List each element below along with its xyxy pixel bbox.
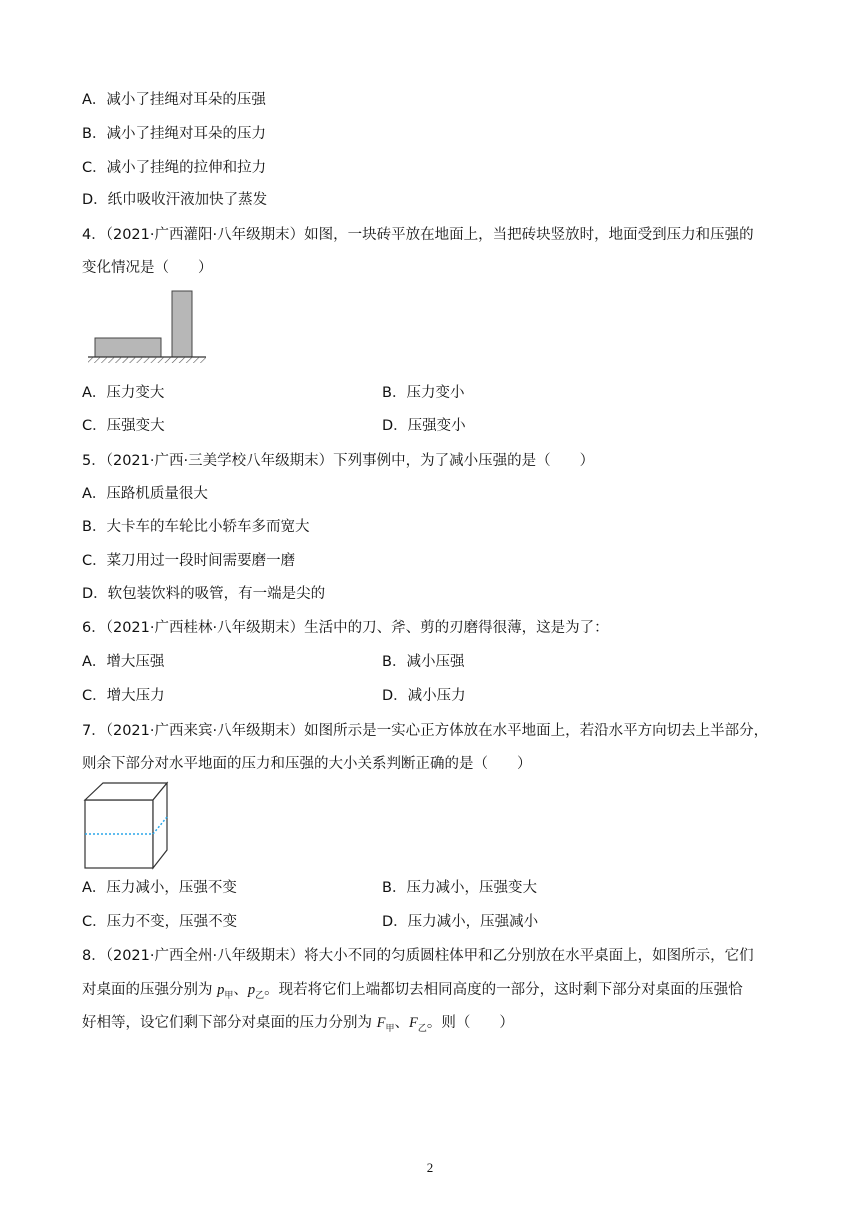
- q3-option-a: A．减小了挂绳对耳朵的压强: [82, 92, 266, 108]
- q5-option-d: D．软包装饮料的吸管，有一端是尖的: [82, 586, 326, 602]
- q4-brick-figure: [86, 286, 210, 366]
- q7-option-c: C．压力不变，压强不变: [82, 914, 238, 930]
- upright-brick: [172, 291, 192, 357]
- q8-line3-text-a: 好相等，设它们剩下部分对桌面的压力分别为: [82, 1015, 372, 1031]
- force-subscript-yi: 乙: [417, 1023, 427, 1034]
- q6-option-d: D．减小压力: [382, 688, 466, 704]
- q8-stem-line1: 8．（2021·广西全州·八年级期末）将大小不同的匀质圆柱体甲和乙分别放在水平桌面上，如图所示，它们: [82, 948, 754, 964]
- q5-option-c: C．菜刀用过一段时间需要磨一磨: [82, 553, 296, 569]
- page-number: 2: [426, 1160, 434, 1175]
- q5-stem: 5．（2021·广西·三美学校八年级期末）下列事例中，为了减小压强的是（ ）: [82, 453, 595, 469]
- q4-stem-line2: 变化情况是（ ）: [82, 260, 213, 276]
- q3-option-d: D．纸巾吸收汗液加快了蒸发: [82, 192, 268, 208]
- subscript-yi: 乙: [255, 990, 265, 1001]
- q4-option-d: D．压强变小: [382, 418, 466, 434]
- q6-stem: 6．（2021·广西桂林·八年级期末）生活中的刀、斧、剪的刃磨得很薄，这是为了：: [82, 620, 609, 636]
- q8-stem-line2: [82, 980, 743, 1006]
- force-symbol-yi: F: [408, 1015, 418, 1031]
- q7-option-a: A．压力减小，压强不变: [82, 880, 237, 896]
- q8-line2-text-a: 对桌面的压强分别为: [82, 982, 213, 998]
- q7-stem-line2: 则余下部分对水平地面的压力和压强的大小关系判断正确的是（ ）: [82, 756, 532, 772]
- q8-separator: 、: [233, 982, 248, 998]
- q4-option-b: B．压力变小: [382, 385, 465, 401]
- q8-stem-line3: [82, 1013, 514, 1039]
- q6-option-a: A．增大压强: [82, 654, 165, 670]
- q5-option-a: A．压路机质量很大: [82, 486, 208, 502]
- q7-option-d: D．压力减小，压强减小: [382, 914, 539, 930]
- q6-option-b: B．减小压强: [382, 654, 465, 670]
- force-subscript-jia: 甲: [385, 1023, 395, 1034]
- q3-option-c: C．减小了挂绳的拉伸和拉力: [82, 160, 267, 176]
- ground-hatch: [88, 357, 206, 363]
- q8-separator-2: 、: [394, 1015, 409, 1031]
- q5-option-b: B．大卡车的车轮比小轿车多而宽大: [82, 519, 310, 535]
- q8-line3-text-b: 。则（ ）: [426, 1015, 514, 1031]
- q7-cube-figure: [82, 780, 172, 872]
- q6-option-c: C．增大压力: [82, 688, 165, 704]
- q4-option-a: A．压力变大: [82, 385, 165, 401]
- q4-stem-line1: 4．（2021·广西灌阳·八年级期末）如图，一块砖平放在地面上，当把砖块竖放时，地面受到压力和压强的: [82, 227, 754, 243]
- q3-option-b: B．减小了挂绳对耳朵的压力: [82, 126, 266, 142]
- flat-brick: [95, 338, 161, 357]
- pressure-symbol-yi: p: [247, 982, 256, 998]
- q7-stem-line1: 7．（2021·广西来宾·八年级期末）如图所示是一实心正方体放在水平地面上，若沿水平方向切去上半部分，: [82, 723, 769, 739]
- force-symbol-jia: F: [376, 1015, 386, 1031]
- pressure-symbol-jia: p: [217, 982, 225, 998]
- q4-option-c: C．压强变大: [82, 418, 165, 434]
- q7-option-b: B．压力减小，压强变大: [382, 880, 537, 896]
- q8-line2-text-b: 。现若将它们上端都切去相同高度的一部分，这时剩下部分对桌面的压强恰: [264, 982, 743, 998]
- subscript-jia: 甲: [224, 990, 234, 1001]
